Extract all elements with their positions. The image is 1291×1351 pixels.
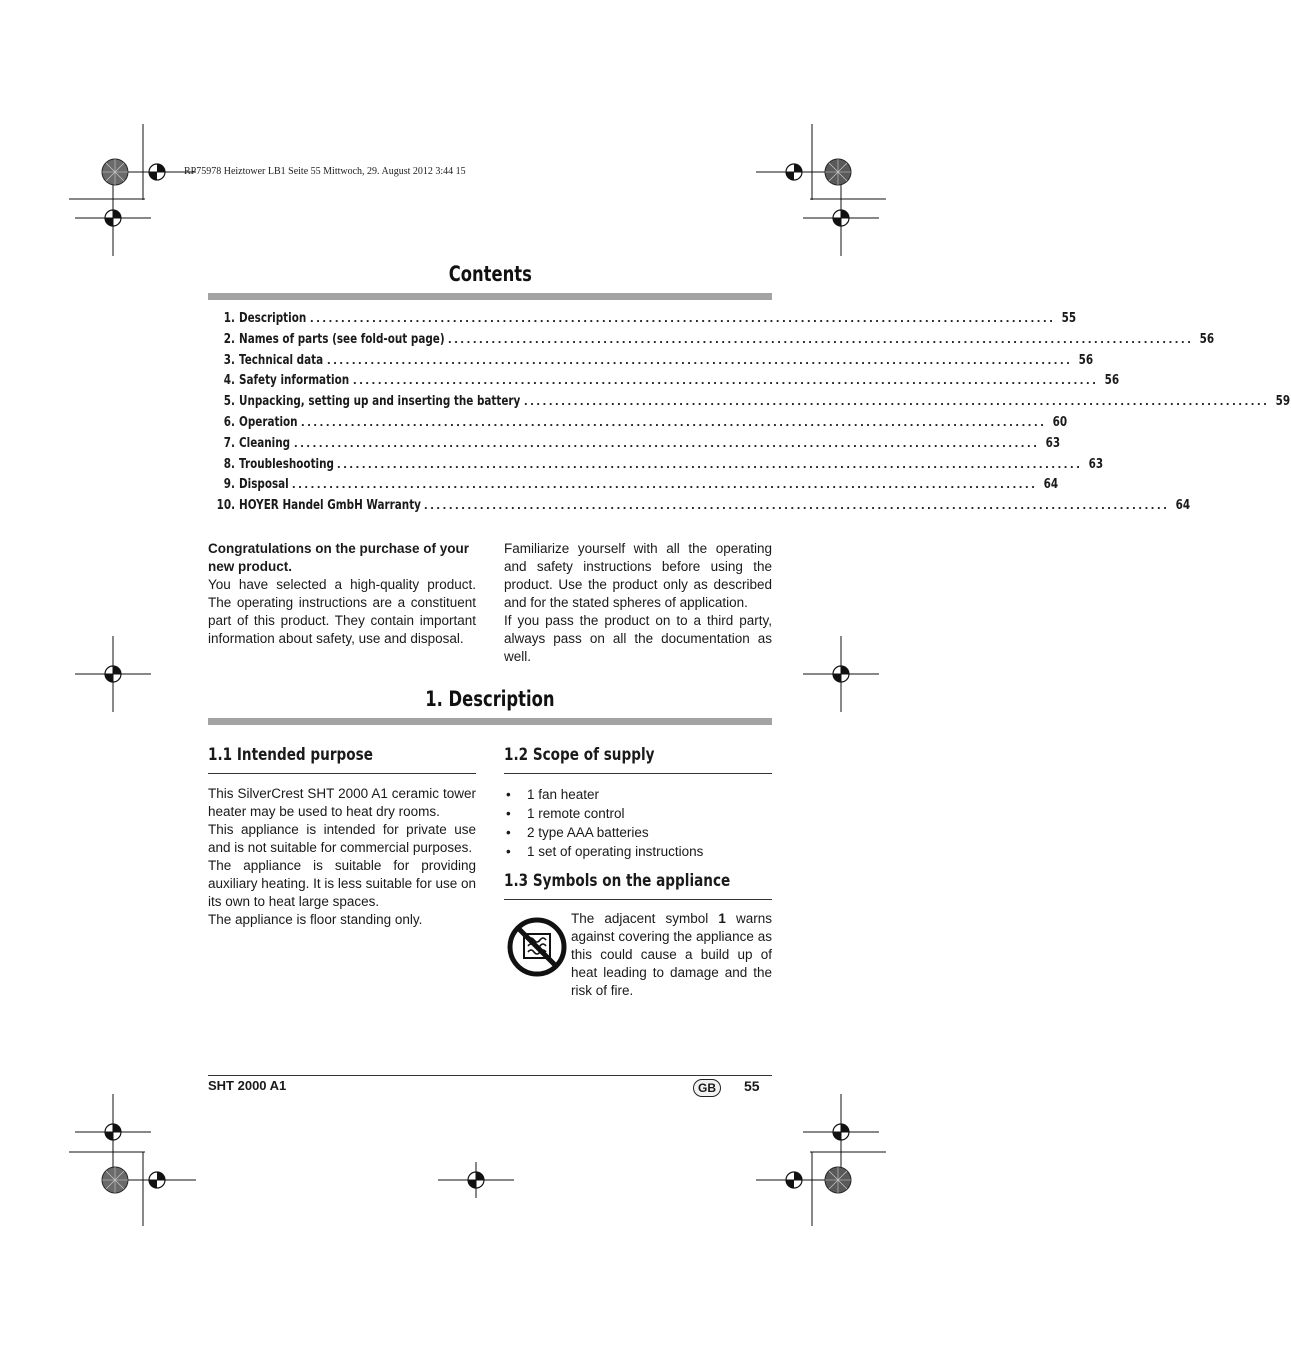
toc-number: 5. [223,394,235,410]
intended-p3: The appliance is suitable for providing auxiliary heating. It is less suitable for use on its own to heat large spaces. [208,858,476,909]
scope-of-supply-list [504,785,703,861]
intended-purpose-heading: 1.1 Intended purpose [208,745,373,765]
toc-number: 8. [223,456,235,472]
toc-leader: ........................................................................................................................ [524,393,1270,409]
toc-label: Unpacking, setting up and inserting the battery [239,394,521,410]
toc-page: 56 [1105,373,1120,389]
intro-right-column [504,540,772,666]
intro-heading: Congratulations on the purchase of your new product. [208,541,470,574]
toc-label: Cleaning [239,435,291,451]
contents-title: Contents [448,262,532,286]
toc-label: Operation [239,414,298,430]
list-item: • 1 set of operating instructions [504,842,703,861]
toc-page: 64 [1044,477,1059,493]
toc-leader: ........................................................................................................................ [294,434,1040,450]
toc-number: 7. [223,435,235,451]
toc-number: 2. [223,331,235,347]
toc-number: 6. [223,414,235,430]
toc-row [208,330,1215,352]
toc-page: 56 [1079,352,1094,368]
toc-leader: ........................................................................................................................ [424,497,1170,513]
intended-p4: The appliance is floor standing only. [208,912,423,927]
toc-label: Disposal [239,477,289,493]
toc-page: 55 [1062,311,1077,326]
symbols-rule [504,899,772,900]
toc-row [208,455,1104,477]
toc-label: Technical data [239,352,324,368]
toc-leader: ........................................................................................................................ [448,330,1194,346]
list-item: • 1 fan heater [504,785,703,804]
toc-row [208,497,1191,518]
intended-p1: This SilverCrest SHT 2000 A1 ceramic tower heater may be used to heat dry rooms. [208,786,476,819]
description-rule [208,718,772,725]
toc-number: 10. [216,498,235,514]
toc-row [208,393,1291,414]
toc-leader: ........................................................................................................................ [292,476,1038,492]
symbols-text [571,910,772,1000]
intro-right-p2: If you pass the product on to a third party, always pass on all the documentation as well. [504,613,772,664]
toc-leader: ........................................................................................................................ [353,372,1099,388]
toc-page: 64 [1176,498,1191,514]
contents-rule [208,293,772,300]
toc-page: 63 [1089,456,1104,472]
toc-row [208,413,1068,435]
toc-leader: ........................................................................................................................ [310,310,1056,325]
intro-left-text: You have selected a high-quality product. The operating instructions are a constituent part of this product. They contain important information about safety, use and disposal. [208,577,476,646]
table-of-contents [208,310,1291,518]
list-item: • 2 type AAA batteries [504,823,703,842]
page-number: 55 [744,1078,760,1094]
symbols-text-before: The adjacent symbol [571,911,719,926]
intended-purpose-text [208,785,476,929]
intro-right-p1: Familiarize yourself with all the operating and safety instructions before using the product. Use the product only as described and for the stated spheres of application. [504,541,772,610]
toc-number: 9. [223,477,235,493]
toc-label: Names of parts (see fold-out page) [239,331,445,347]
toc-page: 63 [1046,435,1061,451]
toc-page: 56 [1200,331,1215,347]
toc-leader: ........................................................................................................................ [301,413,1047,429]
intended-purpose-rule [208,773,476,774]
toc-page: 59 [1276,394,1291,410]
toc-number: 3. [223,352,235,368]
toc-leader: ........................................................................................................................ [337,455,1083,471]
scope-of-supply-rule [504,773,772,774]
toc-number: 4. [223,373,235,389]
toc-row [208,476,1059,497]
intro-left-column [208,540,476,648]
scope-of-supply-heading: 1.2 Scope of supply [504,745,655,765]
intended-p2: This appliance is intended for private use and is not suitable for commercial purposes. [208,822,476,855]
toc-label: Description [239,311,307,326]
toc-label: HOYER Handel GmbH Warranty [239,498,421,514]
toc-label: Troubleshooting [239,456,334,472]
do-not-cover-icon [506,916,568,978]
toc-number: 1. [223,311,235,326]
print-slug: RP75978 Heiztower LB1 Seite 55 Mittwoch, 29. August 2012 3:44 15 [184,166,466,177]
list-item: • 1 remote control [504,804,703,823]
toc-row [208,310,1077,331]
language-badge: GB [693,1079,721,1097]
symbols-text-after: warns against covering the appliance as this could cause a build up of heat leading to damage and the risk of fire. [571,911,772,998]
toc-page: 60 [1053,414,1068,430]
footer-model: SHT 2000 A1 [208,1078,287,1093]
toc-row [208,372,1120,393]
symbol-number: 1 [718,911,726,926]
toc-leader: ........................................................................................................................ [327,351,1073,367]
toc-row [208,434,1061,456]
toc-row [208,351,1094,373]
toc-label: Safety information [239,373,350,389]
symbols-heading: 1.3 Symbols on the appliance [504,871,731,891]
footer-rule [208,1075,772,1076]
description-title: 1. Description [425,687,555,711]
